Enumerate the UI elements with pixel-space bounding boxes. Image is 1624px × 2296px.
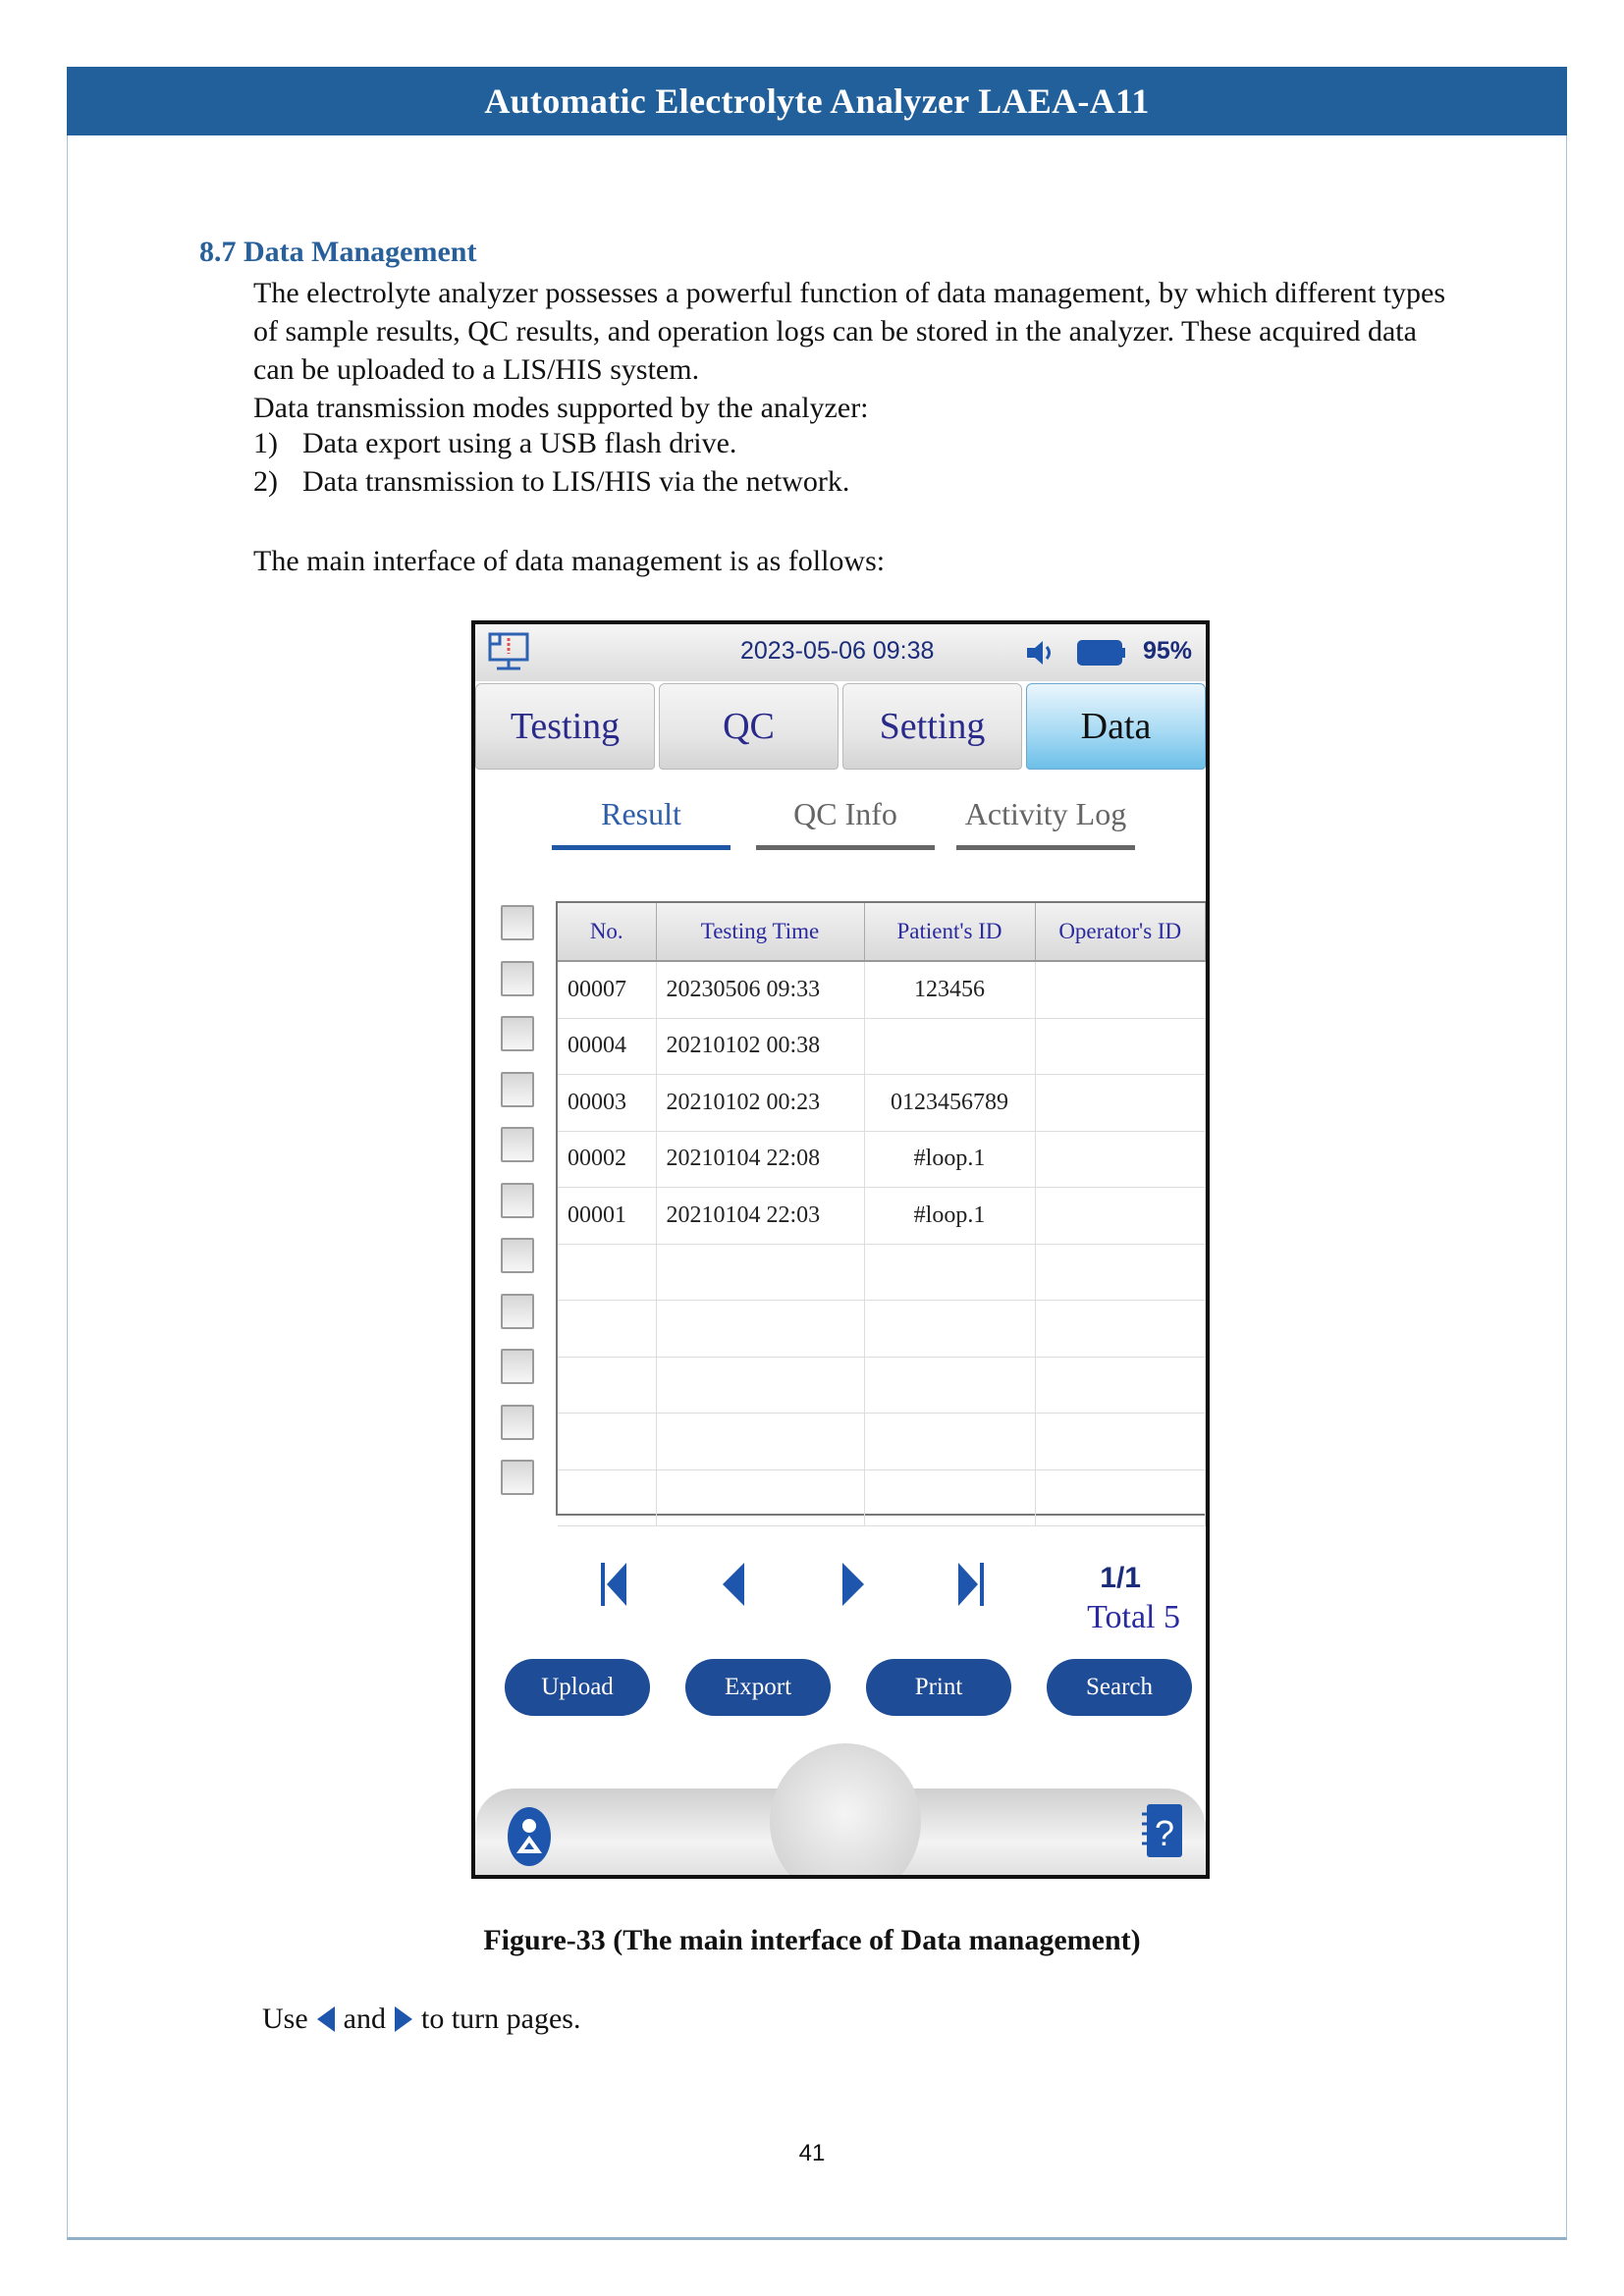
- cell-no: [558, 1414, 656, 1470]
- table-row[interactable]: [558, 1131, 1206, 1188]
- left-arrow-icon: [316, 2005, 336, 2033]
- mode-number: 2): [253, 465, 278, 498]
- cell-operator-id: [1035, 1131, 1206, 1188]
- cell-operator-id: [1035, 1469, 1206, 1526]
- table-header-row: [558, 903, 1206, 961]
- hint-and: and: [343, 2002, 386, 2035]
- last-page-button[interactable]: [956, 1561, 986, 1620]
- subtab-label: QC Info: [793, 796, 897, 831]
- page-turn-hint: [262, 2002, 580, 2036]
- cell-no: [558, 1357, 656, 1414]
- subtab-label: Result: [601, 796, 681, 831]
- cell-testing-time: 20230506 09:33: [656, 961, 864, 1018]
- page-indicator: 1/1: [1100, 1562, 1141, 1594]
- table-row[interactable]: [558, 1301, 1206, 1358]
- previous-page-button[interactable]: [721, 1561, 746, 1620]
- subtab-qc-info[interactable]: [756, 796, 935, 840]
- table-row[interactable]: [558, 1244, 1206, 1301]
- battery-percentage: 95%: [1142, 637, 1192, 665]
- data-subtabs: [552, 796, 1141, 855]
- modes-intro: Data transmission modes supported by the analyzer:: [253, 392, 869, 424]
- row-checkbox[interactable]: [501, 1460, 534, 1495]
- cell-patient-id: 123456: [864, 961, 1035, 1018]
- subtab-underline: [756, 845, 935, 850]
- figure-caption: Figure-33 (The main interface of Data management): [483, 1924, 1141, 1956]
- first-page-icon: [599, 1561, 628, 1608]
- table-row[interactable]: [558, 1469, 1206, 1526]
- cell-patient-id: [864, 1244, 1035, 1301]
- action-buttons: [505, 1659, 1192, 1716]
- cell-patient-id: [864, 1469, 1035, 1526]
- tab-testing[interactable]: Testing: [475, 683, 655, 770]
- mode-item: [253, 465, 849, 499]
- svg-text:?: ?: [1154, 1813, 1175, 1853]
- cell-patient-id: 0123456789: [864, 1075, 1035, 1132]
- first-page-button[interactable]: [599, 1561, 628, 1620]
- table-row[interactable]: [558, 1075, 1206, 1132]
- cell-patient-id: [864, 1414, 1035, 1470]
- cell-testing-time: [656, 1244, 864, 1301]
- cell-operator-id: [1035, 1357, 1206, 1414]
- cell-no: [558, 1469, 656, 1526]
- cell-no: 00001: [558, 1188, 656, 1245]
- column-header-no[interactable]: No.: [558, 903, 656, 961]
- cell-operator-id: [1035, 961, 1206, 1018]
- row-checkbox[interactable]: [501, 1349, 534, 1384]
- column-header-operator-id[interactable]: Operator's ID: [1035, 903, 1206, 961]
- subtab-activity-log[interactable]: [956, 796, 1135, 840]
- row-checkbox[interactable]: [501, 1127, 534, 1162]
- user-icon[interactable]: [507, 1806, 552, 1871]
- row-checkbox[interactable]: [501, 1405, 534, 1440]
- cell-no: [558, 1301, 656, 1358]
- cell-no: 00007: [558, 961, 656, 1018]
- hint-use: Use: [262, 2002, 308, 2035]
- table-row[interactable]: [558, 961, 1206, 1018]
- cell-operator-id: [1035, 1414, 1206, 1470]
- right-arrow-icon: [394, 2005, 413, 2033]
- mode-text: Data export using a USB flash drive.: [302, 427, 737, 459]
- cell-no: [558, 1244, 656, 1301]
- page-number: 41: [798, 2140, 826, 2166]
- tab-data[interactable]: Data: [1026, 683, 1206, 770]
- row-checkbox[interactable]: [501, 1294, 534, 1329]
- document-header: Automatic Electrolyte Analyzer LAEA-A11: [67, 67, 1567, 135]
- cell-testing-time: [656, 1469, 864, 1526]
- tab-setting[interactable]: Setting: [842, 683, 1022, 770]
- row-checkbox[interactable]: [501, 1016, 534, 1051]
- print-button[interactable]: Print: [866, 1659, 1011, 1716]
- column-header-testing-time[interactable]: Testing Time: [656, 903, 864, 961]
- next-page-icon: [840, 1561, 866, 1608]
- device-screenshot: [471, 620, 1210, 1879]
- next-page-button[interactable]: [840, 1561, 866, 1620]
- cell-patient-id: #loop.1: [864, 1188, 1035, 1245]
- intro-paragraph: The electrolyte analyzer possesses a powerful function of data management, by which different types of sample results, QC results, and operation logs can be stored in the analyzer. These acquired data can be uploaded to a LIS/HIS system.: [253, 277, 1446, 386]
- cell-operator-id: [1035, 1301, 1206, 1358]
- cell-testing-time: 20210102 00:23: [656, 1075, 864, 1132]
- row-checkbox[interactable]: [501, 1238, 534, 1273]
- table-row[interactable]: [558, 1414, 1206, 1470]
- mode-item: [253, 427, 736, 460]
- home-button[interactable]: [770, 1743, 921, 1879]
- cell-no: 00003: [558, 1075, 656, 1132]
- select-all-checkbox[interactable]: [501, 905, 534, 940]
- table-row[interactable]: [558, 1018, 1206, 1075]
- tab-qc[interactable]: QC: [659, 683, 839, 770]
- cell-testing-time: [656, 1357, 864, 1414]
- mode-number: 1): [253, 427, 278, 459]
- cell-operator-id: [1035, 1188, 1206, 1245]
- results-table: [556, 901, 1208, 1516]
- table-row[interactable]: [558, 1357, 1206, 1414]
- cell-patient-id: [864, 1357, 1035, 1414]
- cell-operator-id: [1035, 1244, 1206, 1301]
- lead-text: The main interface of data management is as follows:: [253, 545, 886, 577]
- cell-patient-id: #loop.1: [864, 1131, 1035, 1188]
- help-manual-icon[interactable]: [1141, 1802, 1184, 1863]
- subtab-underline: [552, 845, 731, 850]
- cell-operator-id: [1035, 1018, 1206, 1075]
- mode-text: Data transmission to LIS/HIS via the network.: [302, 465, 850, 498]
- last-page-icon: [956, 1561, 986, 1608]
- cell-testing-time: [656, 1301, 864, 1358]
- column-header-patient-id[interactable]: Patient's ID: [864, 903, 1035, 961]
- hint-rest: to turn pages.: [420, 2002, 581, 2035]
- status-bar: [475, 624, 1206, 681]
- battery-icon: [1076, 639, 1127, 670]
- row-checkboxes: [501, 905, 540, 1516]
- speaker-icon[interactable]: [1025, 638, 1058, 671]
- table-row[interactable]: [558, 1188, 1206, 1245]
- cell-no: 00004: [558, 1018, 656, 1075]
- cell-operator-id: [1035, 1075, 1206, 1132]
- subtab-underline: [956, 845, 1135, 850]
- subtab-result[interactable]: [552, 796, 731, 840]
- previous-page-icon: [721, 1561, 746, 1608]
- row-checkbox[interactable]: [501, 1183, 534, 1218]
- main-tabs: [475, 683, 1206, 770]
- status-datetime: 2023-05-06 09:38: [740, 637, 935, 665]
- search-button[interactable]: Search: [1047, 1659, 1192, 1716]
- section-title: 8.7 Data Management: [199, 236, 477, 268]
- network-alert-icon[interactable]: [487, 632, 532, 679]
- cell-no: 00002: [558, 1131, 656, 1188]
- row-checkbox[interactable]: [501, 961, 534, 996]
- export-button[interactable]: Export: [685, 1659, 831, 1716]
- cell-testing-time: 20210102 00:38: [656, 1018, 864, 1075]
- cell-patient-id: [864, 1018, 1035, 1075]
- row-checkbox[interactable]: [501, 1072, 534, 1107]
- cell-testing-time: 20210104 22:08: [656, 1131, 864, 1188]
- total-count: Total 5: [1087, 1599, 1180, 1635]
- cell-testing-time: 20210104 22:03: [656, 1188, 864, 1245]
- subtab-label: Activity Log: [964, 796, 1127, 831]
- cell-patient-id: [864, 1301, 1035, 1358]
- cell-testing-time: [656, 1414, 864, 1470]
- upload-button[interactable]: Upload: [505, 1659, 650, 1716]
